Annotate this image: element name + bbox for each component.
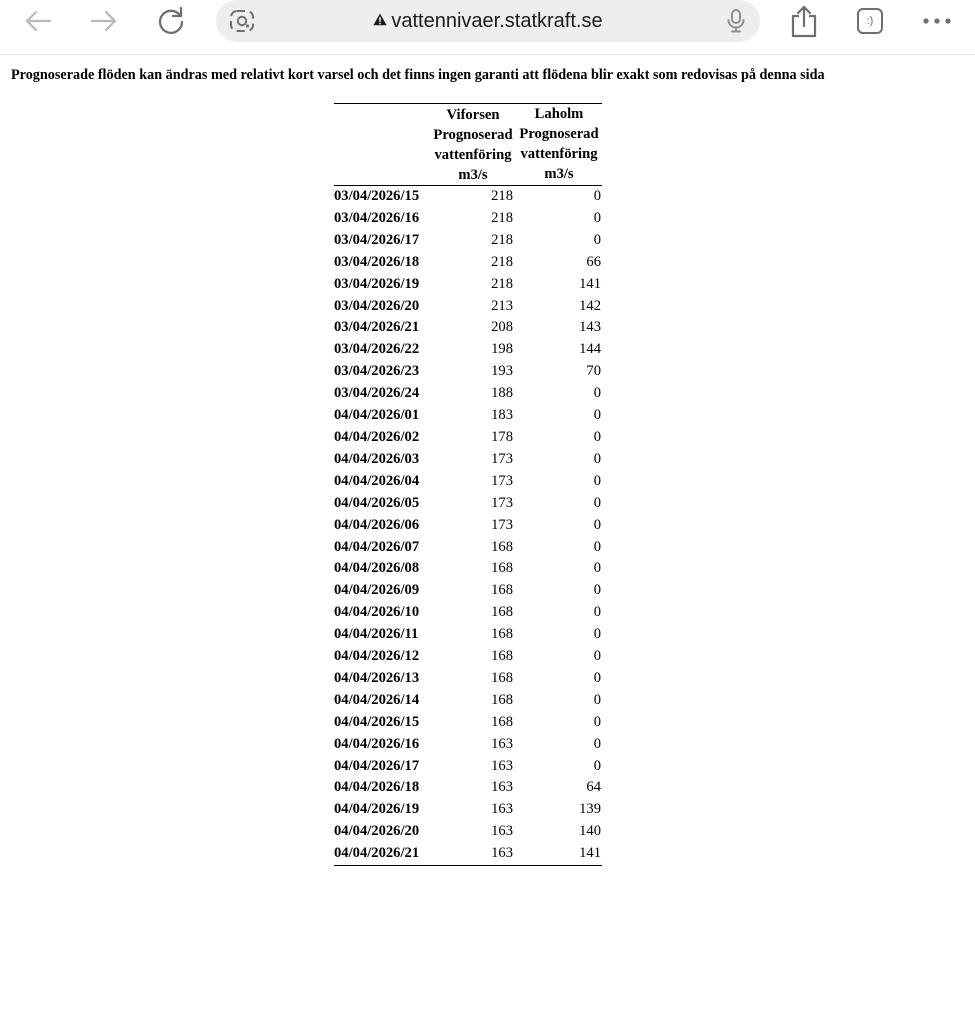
- table-row: [334, 405, 602, 427]
- laholm-column-header: [516, 104, 602, 186]
- laholm-flow-cell: 0: [593, 231, 601, 248]
- reader-badge: :): [857, 8, 883, 34]
- laholm-flow-cell: 0: [593, 472, 601, 489]
- laholm-flow-cell: 0: [593, 713, 601, 730]
- laholm-flow-cell: 0: [593, 626, 601, 643]
- date-cell: 04/04/2026/18: [334, 779, 420, 796]
- table-row: [334, 449, 602, 471]
- date-cell: 04/04/2026/05: [334, 494, 420, 511]
- viforsen-flow-cell: 163: [491, 779, 513, 796]
- table-body: [334, 186, 602, 866]
- table-row: [334, 186, 602, 208]
- table-row: [334, 734, 602, 756]
- warning-icon: [373, 9, 387, 32]
- viforsen-flow-cell: 163: [491, 757, 513, 774]
- table-row: [334, 777, 602, 799]
- date-column-header: [334, 104, 430, 186]
- date-cell: 04/04/2026/01: [334, 407, 420, 424]
- table-row: [334, 821, 602, 843]
- date-cell: 03/04/2026/23: [334, 363, 420, 380]
- date-cell: 04/04/2026/16: [334, 735, 420, 752]
- date-cell: 04/04/2026/19: [334, 801, 420, 818]
- table-row: [334, 756, 602, 778]
- laholm-flow-cell: 0: [593, 560, 601, 577]
- date-cell: 03/04/2026/16: [334, 209, 420, 226]
- date-cell: 04/04/2026/21: [334, 845, 420, 862]
- viforsen-flow-cell: 173: [491, 494, 513, 511]
- laholm-flow-cell: 0: [593, 648, 601, 665]
- header-line: Prognoserad: [519, 126, 599, 142]
- viforsen-flow-cell: 168: [491, 626, 513, 643]
- date-cell: 04/04/2026/06: [334, 516, 420, 533]
- table-row: [334, 690, 602, 712]
- viforsen-flow-cell: 218: [491, 231, 513, 248]
- date-cell: 03/04/2026/19: [334, 275, 420, 292]
- viforsen-flow-cell: 163: [491, 801, 513, 818]
- date-cell: 04/04/2026/04: [334, 472, 420, 489]
- table-row: [334, 361, 602, 383]
- header-line: Viforsen: [446, 107, 500, 123]
- table-row: [334, 843, 602, 865]
- date-cell: 03/04/2026/18: [334, 253, 420, 270]
- laholm-flow-cell: 0: [593, 516, 601, 533]
- table-row: [334, 230, 602, 252]
- viforsen-flow-cell: 168: [491, 669, 513, 686]
- laholm-flow-cell: 0: [593, 538, 601, 555]
- viforsen-flow-cell: 168: [491, 538, 513, 555]
- viforsen-flow-cell: 218: [491, 275, 513, 292]
- viforsen-flow-cell: 178: [491, 428, 513, 445]
- viforsen-flow-cell: 213: [491, 297, 513, 314]
- laholm-flow-cell: 0: [593, 669, 601, 686]
- laholm-flow-cell: 142: [579, 297, 601, 314]
- laholm-flow-cell: 66: [586, 253, 601, 270]
- laholm-flow-cell: 0: [593, 188, 601, 204]
- viforsen-flow-cell: 173: [491, 472, 513, 489]
- date-cell: 04/04/2026/03: [334, 450, 420, 467]
- table-row: [334, 668, 602, 690]
- date-cell: 03/04/2026/24: [334, 385, 420, 402]
- table-row: [334, 317, 602, 339]
- table-row: [334, 493, 602, 515]
- address-bar[interactable]: [216, 0, 760, 42]
- date-cell: 04/04/2026/13: [334, 669, 420, 686]
- table-row: [334, 427, 602, 449]
- date-cell: 04/04/2026/17: [334, 757, 420, 774]
- header-line: Prognoserad: [433, 127, 513, 143]
- laholm-flow-cell: 0: [593, 735, 601, 752]
- browser-toolbar: [0, 0, 975, 55]
- table-row: [334, 274, 602, 296]
- date-cell: 04/04/2026/10: [334, 604, 420, 621]
- table-row: [334, 296, 602, 318]
- table-row: [334, 537, 602, 559]
- laholm-flow-cell: 0: [593, 385, 601, 402]
- viforsen-flow-cell: 188: [491, 385, 513, 402]
- header-line: m3/s: [458, 167, 488, 183]
- viforsen-flow-cell: 168: [491, 604, 513, 621]
- laholm-flow-cell: 64: [586, 779, 601, 796]
- table-row: [334, 252, 602, 274]
- viforsen-flow-cell: 183: [491, 407, 513, 424]
- date-cell: 04/04/2026/15: [334, 713, 420, 730]
- table-row: [334, 799, 602, 821]
- table-row: [334, 515, 602, 537]
- table-row: [334, 712, 602, 734]
- header-line: Laholm: [534, 106, 584, 122]
- header-line: m3/s: [544, 166, 574, 182]
- share-icon[interactable]: [788, 0, 820, 42]
- date-cell: 04/04/2026/11: [334, 626, 419, 643]
- laholm-flow-cell: 0: [593, 757, 601, 774]
- laholm-flow-cell: 139: [579, 801, 601, 818]
- forecast-disclaimer: Prognoserade flöden kan ändras med relativt kort varsel och det finns ingen garanti att flödena blir exakt som redovisas på denna sida: [11, 67, 825, 83]
- date-cell: 04/04/2026/09: [334, 582, 420, 599]
- table-row: [334, 580, 602, 602]
- table-row: [334, 383, 602, 405]
- table-row: [334, 339, 602, 361]
- viforsen-flow-cell: 168: [491, 582, 513, 599]
- reload-icon[interactable]: [154, 0, 188, 42]
- reader-icon[interactable]: [855, 0, 885, 42]
- date-cell: 04/04/2026/02: [334, 428, 420, 445]
- table-row: [334, 602, 602, 624]
- more-icon[interactable]: [920, 0, 954, 42]
- table-row: [334, 558, 602, 580]
- viforsen-flow-cell: 193: [491, 363, 513, 380]
- table-row: [334, 624, 602, 646]
- date-cell: 04/04/2026/12: [334, 648, 420, 665]
- date-cell: 04/04/2026/07: [334, 538, 420, 555]
- laholm-flow-cell: 0: [593, 582, 601, 599]
- laholm-flow-cell: 0: [593, 494, 601, 511]
- laholm-flow-cell: 141: [579, 275, 601, 292]
- flow-forecast-table: [334, 103, 602, 866]
- viforsen-flow-cell: 208: [491, 319, 513, 336]
- laholm-flow-cell: 0: [593, 604, 601, 621]
- table-row: [334, 208, 602, 230]
- viforsen-flow-cell: 168: [491, 713, 513, 730]
- viforsen-column-header: [430, 104, 516, 186]
- table-header-row: [334, 104, 602, 186]
- viforsen-flow-cell: 163: [491, 845, 513, 862]
- viforsen-flow-cell: 168: [491, 560, 513, 577]
- viforsen-flow-cell: 173: [491, 450, 513, 467]
- viforsen-flow-cell: 198: [491, 341, 513, 358]
- laholm-flow-cell: 0: [593, 428, 601, 445]
- laholm-flow-cell: 0: [593, 407, 601, 424]
- viforsen-flow-cell: 218: [491, 188, 513, 204]
- laholm-flow-cell: 141: [579, 845, 601, 862]
- laholm-flow-cell: 144: [579, 341, 601, 358]
- date-cell: 03/04/2026/20: [334, 297, 420, 314]
- date-cell: 04/04/2026/08: [334, 560, 420, 577]
- laholm-flow-cell: 143: [579, 319, 601, 336]
- viforsen-flow-cell: 168: [491, 691, 513, 708]
- laholm-flow-cell: 0: [593, 691, 601, 708]
- viforsen-flow-cell: 168: [491, 648, 513, 665]
- url-text[interactable]: vattennivaer.statkraft.se: [391, 9, 603, 32]
- date-cell: 03/04/2026/15: [334, 188, 420, 204]
- laholm-flow-cell: 0: [593, 450, 601, 467]
- viforsen-flow-cell: 163: [491, 823, 513, 840]
- date-cell: 03/04/2026/17: [334, 231, 420, 248]
- date-cell: 03/04/2026/22: [334, 341, 420, 358]
- viforsen-flow-cell: 218: [491, 209, 513, 226]
- laholm-flow-cell: 70: [586, 363, 601, 380]
- back-arrow-icon[interactable]: [22, 0, 54, 42]
- microphone-icon[interactable]: [724, 0, 748, 42]
- date-cell: 04/04/2026/14: [334, 691, 420, 708]
- header-line: vattenföring: [520, 146, 598, 162]
- laholm-flow-cell: 140: [579, 823, 601, 840]
- table-row: [334, 646, 602, 668]
- date-cell: 04/04/2026/20: [334, 823, 420, 840]
- viforsen-flow-cell: 173: [491, 516, 513, 533]
- laholm-flow-cell: 0: [593, 209, 601, 226]
- viforsen-flow-cell: 163: [491, 735, 513, 752]
- date-cell: 03/04/2026/21: [334, 319, 420, 336]
- table-row: [334, 471, 602, 493]
- viforsen-flow-cell: 218: [491, 253, 513, 270]
- header-line: vattenföring: [434, 147, 512, 163]
- forward-arrow-icon[interactable]: [88, 0, 120, 42]
